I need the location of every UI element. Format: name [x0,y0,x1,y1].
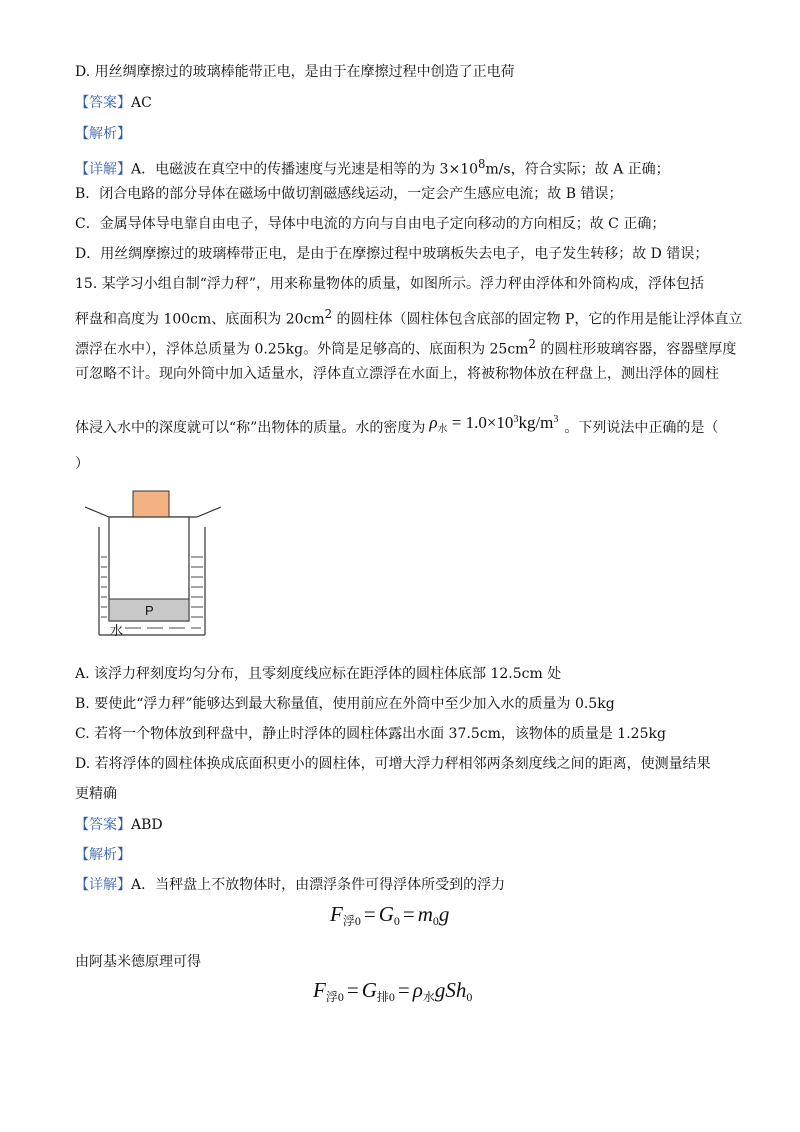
q15-option-d-cont: 更精确 [75,786,117,802]
q15-option-b: B. 要使此“浮力秤”能够达到最大称量值，使用前应在外筒中至少加入水的质量为 0.5kg [75,696,615,712]
answer-tag: 【答案】 [75,95,131,111]
water-density-formula: $\rho_水 = 1.0\times 10^3kg/m^3$ [429,413,559,435]
prev-answer-line [75,93,745,113]
q15-answer-line: 【答案】ABD [75,817,163,833]
weighed-object [133,491,169,517]
archimedes-line: 由阿基米德原理可得 [75,954,201,970]
prev-detail-c: C．金属导体导电靠自由电子，导体中电流的方向与自由电子定向移动的方向相反；故 C 正确； [75,216,666,232]
q15-option-a: A. 该浮力秤刻度均匀分布，且零刻度线应标在距浮体的圆柱体底部 12.5cm 处 [75,666,562,682]
prev-detail-b: B．闭合电路的部分导体在磁场中做切割磁感线运动，一定会产生感应电流；故 B 错误； [75,186,623,202]
q15-line2: 秤盘和高度为 100cm、底面积为 $20cm^2$ 的圆柱体（圆柱体包含底部的固定物 P，它的作用是能让浮体直立 [75,307,743,328]
q15-line3: 漂浮在水中），浮体总质量为 0.25kg。外筒是足够高的、底面积为 $25cm^2$ 的圆柱形玻璃容器，容器壁厚度 [75,337,737,358]
q15-analysis-tag: 【解析】 [75,847,131,863]
q15-line4: 可忽略不计。现向外筒中加入适量水，浮体直立漂浮在水面上，将被称物体放在秤盘上，测出浮体的圆柱 [75,366,719,382]
formula-buoyancy-equals-weight: $F_{浮0} = G_0 = m_0g$ [330,902,450,928]
q15-line1: 15. 某学习小组自制“浮力秤”，用来称量物体的质量，如图所示。浮力秤由浮体和外筒构成，浮体包括 [75,276,705,292]
prev-analysis-tag: 【解析】 [75,126,131,142]
q15-line5: 体浸入水中的深度就可以“称”出物体的质量。水的密度为 $\rho_水 = 1.0\times 10^3kg/m^3$。下列说法中正确的是（ [75,413,719,436]
answer-value: AC [131,95,152,111]
label-p: P [145,603,154,618]
formula-archimedes: $F_{浮0} = G_{排0} = \rho_水gSh_0$ [313,978,473,1004]
q15-line6: ） [75,456,89,472]
floating-scale-figure [85,485,225,645]
q15-option-d: D. 若将浮体的圆柱体换成底面积更小的圆柱体，可增大浮力秤相邻两条刻度线之间的距离，使测量结果 [75,756,711,772]
prev-detail-d: D．用丝绸摩擦过的玻璃棒带正电，是由于在摩擦过程中玻璃板失去电子，电子发生转移；故 D 错误； [75,246,709,262]
prev-detail-a: 【详解】A．电磁波在真空中的传播速度与光速是相等的为 $3\times 10^8m/s$，符合实际；故 A 正确； [75,157,670,178]
prev-option-d: D. 用丝绸摩擦过的玻璃棒能带正电，是由于在摩擦过程中创造了正电荷 [75,64,515,80]
label-water: 水 [110,623,124,638]
q15-detail-a: 【详解】A．当秤盘上不放物体时，由漂浮条件可得浮体所受到的浮力 [75,877,506,893]
q15-option-c: C. 若将一个物体放到秤盘中，静止时浮体的圆柱体露出水面 37.5cm，该物体的质量是 1.25kg [75,726,666,742]
